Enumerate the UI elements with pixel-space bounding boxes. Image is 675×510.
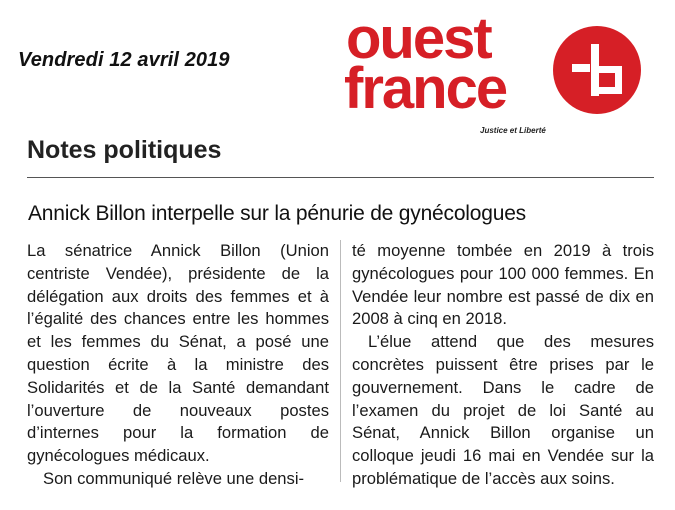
section-title: Notes politiques <box>27 136 222 164</box>
ouest-france-logo <box>344 6 649 140</box>
article-headline: Annick Billon interpelle sur la pénurie de gynécologues <box>28 202 526 225</box>
logo-word-france: france <box>344 56 507 121</box>
publication-date: Vendredi 12 avril 2019 <box>18 49 230 71</box>
article-paragraph: Son communiqué relève une densi- <box>43 468 305 488</box>
logo-mark-icon <box>551 24 643 116</box>
logo-tagline: Justice et Liberté <box>480 126 546 135</box>
article-column-2 <box>352 240 654 491</box>
article-column-1 <box>27 240 329 491</box>
logo-word-ouest: ouest <box>346 6 491 71</box>
article-paragraph: L’élue attend que des mesures concrètes puissent être prises par le gouvernement. Dans le cadre de l’examen du projet de loi Santé au Sénat, Annick Billon organise un colloque jeudi 16 mai en Vendée sur la problématique de l’accès aux soins. <box>352 332 654 488</box>
article-paragraph: té moyenne tombée en 2019 à trois gynécologues pour 100 000 femmes. En Vendée leur nombre est passé de dix en 2008 à cinq en 2018. <box>352 241 654 329</box>
article-paragraph: La sénatrice Annick Billon (Union centriste Vendée), présidente de la délégation aux droits des femmes et à l’égalité des chances entre les hommes et les femmes du Sénat, a posé une question écrite à la ministre des Solidarités et de la Santé demandant l’ouverture de nouveaux postes d’internes pour la formation de gynécologues médicaux. <box>27 241 329 466</box>
section-divider <box>27 177 654 178</box>
column-divider <box>340 240 341 482</box>
